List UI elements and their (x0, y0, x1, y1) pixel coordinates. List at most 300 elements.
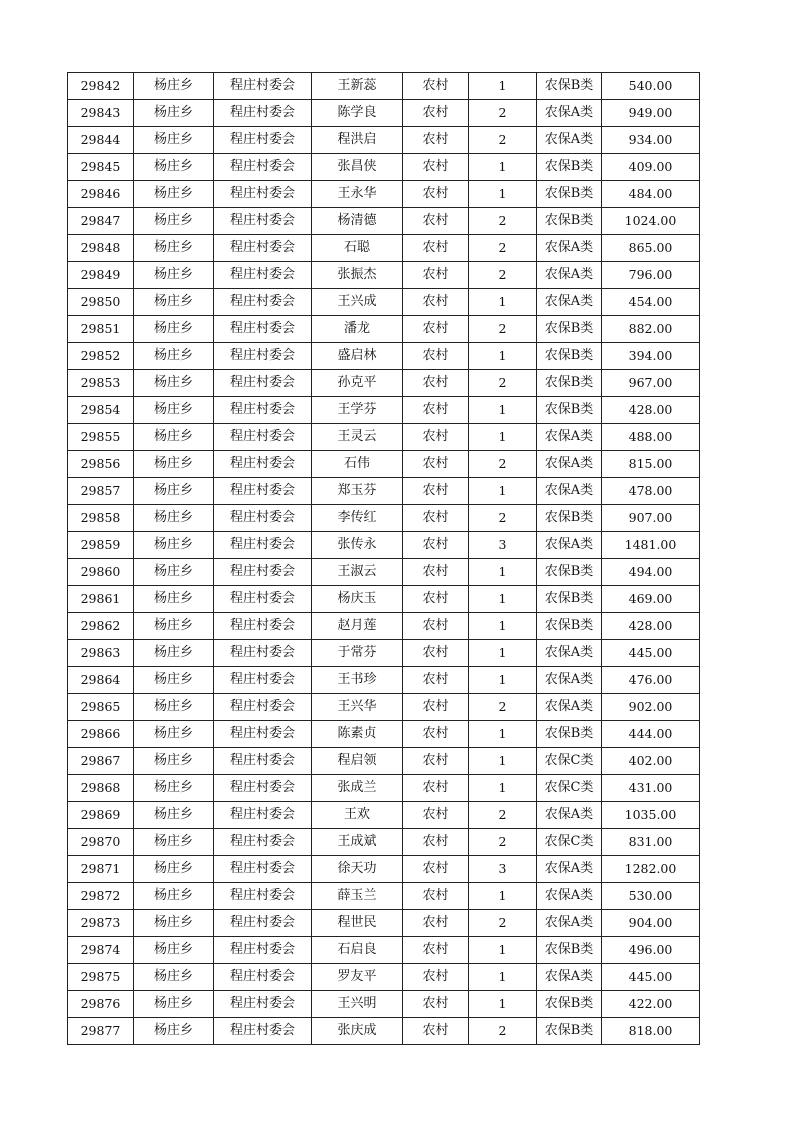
amount-cell: 818.00 (602, 1018, 700, 1045)
table-row (68, 640, 700, 667)
area-type-cell: 农村 (403, 289, 469, 316)
township-cell: 杨庄乡 (134, 883, 214, 910)
area-type-cell: 农村 (403, 532, 469, 559)
name-cell: 程启领 (312, 748, 403, 775)
table-row (68, 397, 700, 424)
name-cell: 罗友平 (312, 964, 403, 991)
township-cell: 杨庄乡 (134, 1018, 214, 1045)
household-count-cell: 1 (469, 991, 537, 1018)
township-cell: 杨庄乡 (134, 748, 214, 775)
area-type-cell: 农村 (403, 856, 469, 883)
category-cell: 农保A类 (537, 235, 602, 262)
table-row (68, 694, 700, 721)
category-cell: 农保B类 (537, 397, 602, 424)
village-committee-cell: 程庄村委会 (214, 829, 312, 856)
table-row (68, 964, 700, 991)
record-id-cell: 29870 (68, 829, 134, 856)
household-count-cell: 1 (469, 289, 537, 316)
name-cell: 王永华 (312, 181, 403, 208)
amount-cell: 444.00 (602, 721, 700, 748)
category-cell: 农保B类 (537, 937, 602, 964)
table-row (68, 721, 700, 748)
table-row (68, 73, 700, 100)
village-committee-cell: 程庄村委会 (214, 883, 312, 910)
category-cell: 农保A类 (537, 262, 602, 289)
household-count-cell: 1 (469, 478, 537, 505)
name-cell: 王灵云 (312, 424, 403, 451)
table-row (68, 208, 700, 235)
name-cell: 陈学良 (312, 100, 403, 127)
category-cell: 农保B类 (537, 370, 602, 397)
household-count-cell: 1 (469, 748, 537, 775)
area-type-cell: 农村 (403, 424, 469, 451)
township-cell: 杨庄乡 (134, 235, 214, 262)
category-cell: 农保A类 (537, 424, 602, 451)
record-id-cell: 29856 (68, 451, 134, 478)
table-row (68, 451, 700, 478)
name-cell: 王兴华 (312, 694, 403, 721)
table-row (68, 532, 700, 559)
category-cell: 农保A类 (537, 532, 602, 559)
area-type-cell: 农村 (403, 829, 469, 856)
category-cell: 农保A类 (537, 127, 602, 154)
village-committee-cell: 程庄村委会 (214, 721, 312, 748)
amount-cell: 1035.00 (602, 802, 700, 829)
name-cell: 张传永 (312, 532, 403, 559)
township-cell: 杨庄乡 (134, 397, 214, 424)
category-cell: 农保A类 (537, 910, 602, 937)
village-committee-cell: 程庄村委会 (214, 775, 312, 802)
area-type-cell: 农村 (403, 802, 469, 829)
township-cell: 杨庄乡 (134, 181, 214, 208)
village-committee-cell: 程庄村委会 (214, 613, 312, 640)
amount-cell: 1282.00 (602, 856, 700, 883)
township-cell: 杨庄乡 (134, 262, 214, 289)
township-cell: 杨庄乡 (134, 451, 214, 478)
name-cell: 张成兰 (312, 775, 403, 802)
household-count-cell: 1 (469, 775, 537, 802)
table-row (68, 991, 700, 1018)
table-row (68, 586, 700, 613)
area-type-cell: 农村 (403, 775, 469, 802)
category-cell: 农保B类 (537, 343, 602, 370)
table-row (68, 505, 700, 532)
amount-cell: 394.00 (602, 343, 700, 370)
amount-cell: 1024.00 (602, 208, 700, 235)
category-cell: 农保A类 (537, 640, 602, 667)
household-count-cell: 2 (469, 451, 537, 478)
category-cell: 农保B类 (537, 559, 602, 586)
category-cell: 农保C类 (537, 829, 602, 856)
table-row (68, 613, 700, 640)
area-type-cell: 农村 (403, 613, 469, 640)
village-committee-cell: 程庄村委会 (214, 640, 312, 667)
amount-cell: 402.00 (602, 748, 700, 775)
area-type-cell: 农村 (403, 505, 469, 532)
amount-cell: 882.00 (602, 316, 700, 343)
village-committee-cell: 程庄村委会 (214, 208, 312, 235)
category-cell: 农保B类 (537, 586, 602, 613)
category-cell: 农保A类 (537, 964, 602, 991)
township-cell: 杨庄乡 (134, 505, 214, 532)
village-committee-cell: 程庄村委会 (214, 235, 312, 262)
area-type-cell: 农村 (403, 910, 469, 937)
name-cell: 程世民 (312, 910, 403, 937)
household-count-cell: 1 (469, 667, 537, 694)
record-id-cell: 29873 (68, 910, 134, 937)
township-cell: 杨庄乡 (134, 316, 214, 343)
household-count-cell: 2 (469, 505, 537, 532)
record-id-cell: 29857 (68, 478, 134, 505)
village-committee-cell: 程庄村委会 (214, 424, 312, 451)
name-cell: 陈素贞 (312, 721, 403, 748)
record-id-cell: 29877 (68, 1018, 134, 1045)
name-cell: 石伟 (312, 451, 403, 478)
household-count-cell: 2 (469, 235, 537, 262)
amount-cell: 904.00 (602, 910, 700, 937)
table-row (68, 559, 700, 586)
amount-cell: 428.00 (602, 397, 700, 424)
name-cell: 张昌侠 (312, 154, 403, 181)
village-committee-cell: 程庄村委会 (214, 991, 312, 1018)
amount-cell: 831.00 (602, 829, 700, 856)
township-cell: 杨庄乡 (134, 856, 214, 883)
household-count-cell: 1 (469, 181, 537, 208)
township-cell: 杨庄乡 (134, 721, 214, 748)
township-cell: 杨庄乡 (134, 964, 214, 991)
category-cell: 农保B类 (537, 316, 602, 343)
record-id-cell: 29868 (68, 775, 134, 802)
township-cell: 杨庄乡 (134, 100, 214, 127)
village-committee-cell: 程庄村委会 (214, 667, 312, 694)
household-count-cell: 3 (469, 532, 537, 559)
category-cell: 农保A类 (537, 478, 602, 505)
table-row (68, 667, 700, 694)
table-row (68, 856, 700, 883)
household-count-cell: 2 (469, 262, 537, 289)
amount-cell: 409.00 (602, 154, 700, 181)
area-type-cell: 农村 (403, 721, 469, 748)
township-cell: 杨庄乡 (134, 640, 214, 667)
record-id-cell: 29848 (68, 235, 134, 262)
category-cell: 农保A类 (537, 667, 602, 694)
amount-cell: 907.00 (602, 505, 700, 532)
record-id-cell: 29876 (68, 991, 134, 1018)
amount-cell: 431.00 (602, 775, 700, 802)
area-type-cell: 农村 (403, 100, 469, 127)
village-committee-cell: 程庄村委会 (214, 748, 312, 775)
household-count-cell: 2 (469, 127, 537, 154)
village-committee-cell: 程庄村委会 (214, 100, 312, 127)
record-id-cell: 29843 (68, 100, 134, 127)
record-id-cell: 29864 (68, 667, 134, 694)
household-count-cell: 1 (469, 613, 537, 640)
village-committee-cell: 程庄村委会 (214, 856, 312, 883)
village-committee-cell: 程庄村委会 (214, 532, 312, 559)
village-committee-cell: 程庄村委会 (214, 802, 312, 829)
name-cell: 李传红 (312, 505, 403, 532)
table-row (68, 910, 700, 937)
table-row (68, 316, 700, 343)
area-type-cell: 农村 (403, 235, 469, 262)
table-row (68, 937, 700, 964)
table-row (68, 181, 700, 208)
record-id-cell: 29860 (68, 559, 134, 586)
area-type-cell: 农村 (403, 451, 469, 478)
village-committee-cell: 程庄村委会 (214, 964, 312, 991)
household-count-cell: 1 (469, 937, 537, 964)
township-cell: 杨庄乡 (134, 559, 214, 586)
village-committee-cell: 程庄村委会 (214, 262, 312, 289)
table-row (68, 478, 700, 505)
area-type-cell: 农村 (403, 370, 469, 397)
amount-cell: 478.00 (602, 478, 700, 505)
amount-cell: 454.00 (602, 289, 700, 316)
amount-cell: 445.00 (602, 964, 700, 991)
household-count-cell: 1 (469, 883, 537, 910)
household-count-cell: 1 (469, 397, 537, 424)
table-row (68, 127, 700, 154)
amount-cell: 540.00 (602, 73, 700, 100)
name-cell: 王成斌 (312, 829, 403, 856)
village-committee-cell: 程庄村委会 (214, 154, 312, 181)
name-cell: 王淑云 (312, 559, 403, 586)
village-committee-cell: 程庄村委会 (214, 694, 312, 721)
township-cell: 杨庄乡 (134, 289, 214, 316)
name-cell: 孙克平 (312, 370, 403, 397)
category-cell: 农保C类 (537, 775, 602, 802)
household-count-cell: 2 (469, 1018, 537, 1045)
village-committee-cell: 程庄村委会 (214, 73, 312, 100)
table-row (68, 802, 700, 829)
village-committee-cell: 程庄村委会 (214, 559, 312, 586)
category-cell: 农保A类 (537, 883, 602, 910)
area-type-cell: 农村 (403, 667, 469, 694)
category-cell: 农保B类 (537, 154, 602, 181)
name-cell: 于常芬 (312, 640, 403, 667)
category-cell: 农保A类 (537, 451, 602, 478)
amount-cell: 484.00 (602, 181, 700, 208)
category-cell: 农保A类 (537, 694, 602, 721)
name-cell: 王兴成 (312, 289, 403, 316)
record-id-cell: 29852 (68, 343, 134, 370)
area-type-cell: 农村 (403, 181, 469, 208)
record-id-cell: 29862 (68, 613, 134, 640)
township-cell: 杨庄乡 (134, 478, 214, 505)
table-row (68, 424, 700, 451)
village-committee-cell: 程庄村委会 (214, 370, 312, 397)
category-cell: 农保A类 (537, 802, 602, 829)
record-id-cell: 29850 (68, 289, 134, 316)
category-cell: 农保B类 (537, 73, 602, 100)
amount-cell: 865.00 (602, 235, 700, 262)
record-id-cell: 29853 (68, 370, 134, 397)
table-row (68, 289, 700, 316)
household-count-cell: 2 (469, 694, 537, 721)
category-cell: 农保C类 (537, 748, 602, 775)
household-count-cell: 1 (469, 343, 537, 370)
table-row (68, 370, 700, 397)
amount-cell: 469.00 (602, 586, 700, 613)
amount-cell: 1481.00 (602, 532, 700, 559)
household-count-cell: 1 (469, 559, 537, 586)
household-count-cell: 2 (469, 370, 537, 397)
area-type-cell: 农村 (403, 397, 469, 424)
data-table (67, 72, 700, 1045)
category-cell: 农保B类 (537, 181, 602, 208)
amount-cell: 488.00 (602, 424, 700, 451)
area-type-cell: 农村 (403, 964, 469, 991)
area-type-cell: 农村 (403, 262, 469, 289)
name-cell: 王新蕊 (312, 73, 403, 100)
name-cell: 薛玉兰 (312, 883, 403, 910)
record-id-cell: 29858 (68, 505, 134, 532)
area-type-cell: 农村 (403, 127, 469, 154)
area-type-cell: 农村 (403, 991, 469, 1018)
township-cell: 杨庄乡 (134, 424, 214, 451)
table-row (68, 262, 700, 289)
township-cell: 杨庄乡 (134, 802, 214, 829)
table-row (68, 829, 700, 856)
township-cell: 杨庄乡 (134, 154, 214, 181)
amount-cell: 902.00 (602, 694, 700, 721)
record-id-cell: 29845 (68, 154, 134, 181)
household-count-cell: 1 (469, 424, 537, 451)
amount-cell: 530.00 (602, 883, 700, 910)
record-id-cell: 29871 (68, 856, 134, 883)
category-cell: 农保B类 (537, 505, 602, 532)
name-cell: 杨庆玉 (312, 586, 403, 613)
category-cell: 农保B类 (537, 613, 602, 640)
record-id-cell: 29874 (68, 937, 134, 964)
record-id-cell: 29847 (68, 208, 134, 235)
area-type-cell: 农村 (403, 1018, 469, 1045)
name-cell: 程洪启 (312, 127, 403, 154)
record-id-cell: 29861 (68, 586, 134, 613)
record-id-cell: 29875 (68, 964, 134, 991)
area-type-cell: 农村 (403, 586, 469, 613)
record-id-cell: 29844 (68, 127, 134, 154)
household-count-cell: 2 (469, 208, 537, 235)
household-count-cell: 2 (469, 316, 537, 343)
township-cell: 杨庄乡 (134, 532, 214, 559)
household-count-cell: 2 (469, 829, 537, 856)
amount-cell: 445.00 (602, 640, 700, 667)
village-committee-cell: 程庄村委会 (214, 451, 312, 478)
township-cell: 杨庄乡 (134, 370, 214, 397)
record-id-cell: 29842 (68, 73, 134, 100)
table-row (68, 883, 700, 910)
township-cell: 杨庄乡 (134, 208, 214, 235)
village-committee-cell: 程庄村委会 (214, 910, 312, 937)
category-cell: 农保A类 (537, 856, 602, 883)
area-type-cell: 农村 (403, 478, 469, 505)
category-cell: 农保B类 (537, 208, 602, 235)
record-id-cell: 29855 (68, 424, 134, 451)
household-count-cell: 1 (469, 640, 537, 667)
area-type-cell: 农村 (403, 559, 469, 586)
township-cell: 杨庄乡 (134, 667, 214, 694)
amount-cell: 949.00 (602, 100, 700, 127)
household-count-cell: 1 (469, 586, 537, 613)
category-cell: 农保B类 (537, 1018, 602, 1045)
record-id-cell: 29859 (68, 532, 134, 559)
name-cell: 王兴明 (312, 991, 403, 1018)
name-cell: 王学芬 (312, 397, 403, 424)
record-id-cell: 29851 (68, 316, 134, 343)
area-type-cell: 农村 (403, 937, 469, 964)
name-cell: 石聪 (312, 235, 403, 262)
record-id-cell: 29846 (68, 181, 134, 208)
amount-cell: 815.00 (602, 451, 700, 478)
name-cell: 赵月莲 (312, 613, 403, 640)
township-cell: 杨庄乡 (134, 613, 214, 640)
township-cell: 杨庄乡 (134, 937, 214, 964)
amount-cell: 796.00 (602, 262, 700, 289)
name-cell: 郑玉芬 (312, 478, 403, 505)
amount-cell: 496.00 (602, 937, 700, 964)
amount-cell: 422.00 (602, 991, 700, 1018)
category-cell: 农保A类 (537, 289, 602, 316)
village-committee-cell: 程庄村委会 (214, 1018, 312, 1045)
township-cell: 杨庄乡 (134, 127, 214, 154)
record-id-cell: 29865 (68, 694, 134, 721)
name-cell: 石启良 (312, 937, 403, 964)
record-id-cell: 29849 (68, 262, 134, 289)
village-committee-cell: 程庄村委会 (214, 127, 312, 154)
area-type-cell: 农村 (403, 748, 469, 775)
area-type-cell: 农村 (403, 154, 469, 181)
table-row (68, 1018, 700, 1045)
township-cell: 杨庄乡 (134, 343, 214, 370)
village-committee-cell: 程庄村委会 (214, 397, 312, 424)
table-row (68, 100, 700, 127)
record-id-cell: 29863 (68, 640, 134, 667)
amount-cell: 494.00 (602, 559, 700, 586)
village-committee-cell: 程庄村委会 (214, 505, 312, 532)
township-cell: 杨庄乡 (134, 829, 214, 856)
village-committee-cell: 程庄村委会 (214, 586, 312, 613)
table-body (68, 73, 700, 1045)
amount-cell: 934.00 (602, 127, 700, 154)
village-committee-cell: 程庄村委会 (214, 316, 312, 343)
household-count-cell: 1 (469, 154, 537, 181)
name-cell: 张庆成 (312, 1018, 403, 1045)
record-id-cell: 29872 (68, 883, 134, 910)
amount-cell: 428.00 (602, 613, 700, 640)
household-count-cell: 3 (469, 856, 537, 883)
village-committee-cell: 程庄村委会 (214, 937, 312, 964)
area-type-cell: 农村 (403, 343, 469, 370)
village-committee-cell: 程庄村委会 (214, 289, 312, 316)
table-row (68, 343, 700, 370)
name-cell: 杨清德 (312, 208, 403, 235)
amount-cell: 967.00 (602, 370, 700, 397)
township-cell: 杨庄乡 (134, 73, 214, 100)
area-type-cell: 农村 (403, 208, 469, 235)
township-cell: 杨庄乡 (134, 991, 214, 1018)
township-cell: 杨庄乡 (134, 910, 214, 937)
record-id-cell: 29866 (68, 721, 134, 748)
household-count-cell: 2 (469, 802, 537, 829)
amount-cell: 476.00 (602, 667, 700, 694)
household-count-cell: 1 (469, 721, 537, 748)
name-cell: 潘龙 (312, 316, 403, 343)
name-cell: 张振杰 (312, 262, 403, 289)
name-cell: 盛启林 (312, 343, 403, 370)
township-cell: 杨庄乡 (134, 694, 214, 721)
village-committee-cell: 程庄村委会 (214, 181, 312, 208)
